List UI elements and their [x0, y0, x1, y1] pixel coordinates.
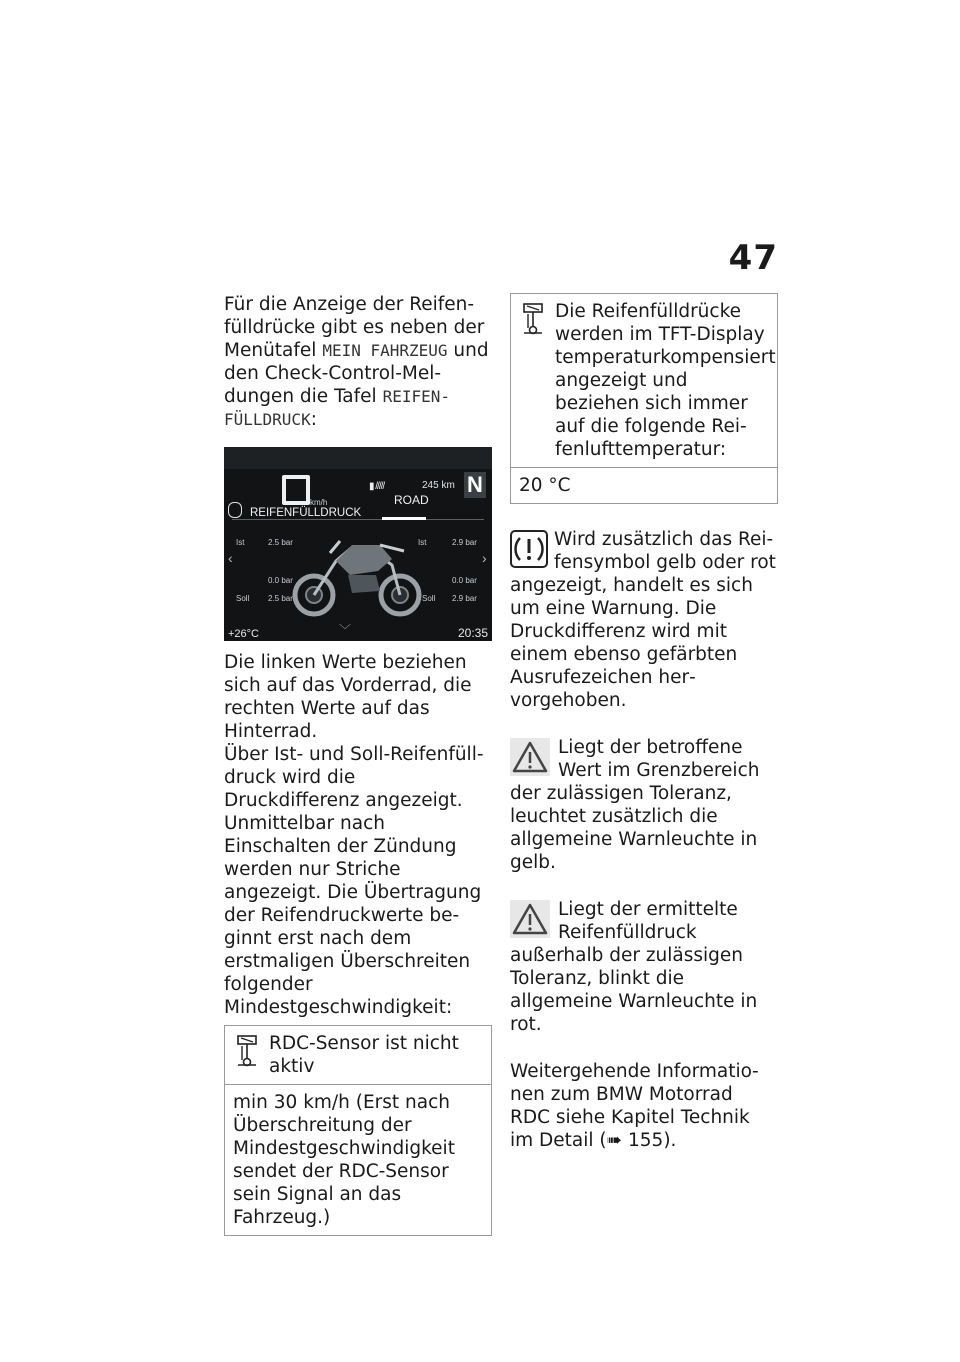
speed-unit: km/h	[310, 498, 328, 507]
riding-mode: ROAD	[394, 493, 429, 507]
rear-soll-value: 2.9 bar	[452, 594, 477, 603]
table-header-row	[511, 294, 777, 467]
intro-text-2: und den Check-Control-Meldungen die Tafel	[224, 340, 489, 407]
warning-limit-text: Liegt der betroffene Wert im Grenzbereich der zulässigen Toleranz, leuchtet zusätzlich die allgemeine Warnleuchte in gelb.	[510, 737, 760, 873]
menu-title: REIFENFÜLLDRUCK	[250, 507, 362, 519]
menu-name-reifenfuelldruck: REIFENFÜLLDRUCK	[224, 387, 450, 429]
rear-ist-label: Ist	[418, 538, 427, 547]
intro-paragraph	[224, 293, 492, 431]
chevron-down-icon: ﹀	[339, 623, 352, 637]
menu-name-mein-fahrzeug: MEIN FAHRZEUG	[322, 341, 448, 360]
warning-triangle-icon	[510, 738, 550, 776]
temperature-compensation-text: Die Reifenfülldrücke werden im TFT-Display temperaturkompensiert angezeigt und beziehen sich immer auf die folgende Reifenlufttemperatur:	[555, 301, 776, 460]
reference-temperature: 20 °C	[511, 467, 777, 503]
gear-indicator: N	[464, 472, 486, 498]
paragraph-startup: Unmittelbar nach Einschalten der Zündung werden nur Striche angezeigt. Die Übertragung der Reifendruckwerte beginnt erst nach dem erstmaligen Überschreiten folgender Mindestgeschwindigkeit:	[224, 813, 482, 1018]
tire-warning-icon	[510, 530, 548, 568]
arrow-right-icon: ›	[482, 550, 487, 566]
rear-ist-value: 2.9 bar	[452, 538, 477, 547]
front-soll-value: 2.5 bar	[268, 594, 293, 603]
motorcycle-icon	[292, 531, 427, 617]
front-difference-value: 0.0 bar	[268, 576, 293, 585]
display-top-bar	[224, 447, 492, 469]
temperature-table	[510, 293, 778, 504]
active-tab-bar	[382, 517, 426, 520]
rdc-sensor-icon	[234, 1034, 260, 1068]
tire-symbol-paragraph	[510, 528, 778, 712]
table-body-row: min 30 km/h (Erst nach Überschreitung der Mindestgeschwindigkeit sendet der RDC-Sensor sein Signal an das Fahrzeug.)	[225, 1084, 491, 1235]
intro-text-3: :	[310, 409, 317, 430]
page-number: 47	[728, 238, 778, 278]
ambient-temperature: +26°C	[228, 628, 260, 640]
rdc-sensor-icon	[520, 302, 546, 336]
rdc-inactive-label: RDC-Sensor ist nicht aktiv	[269, 1033, 459, 1077]
clock: 20:35	[458, 626, 489, 640]
rear-difference-value: 0.0 bar	[452, 576, 477, 585]
table-header-row	[225, 1026, 491, 1084]
paragraph-pressure-difference: Über Ist- und Soll-Reifenfülldruck wird die Druckdifferenz angezeigt.	[224, 744, 484, 811]
fuel-gauge: ▮ /////	[369, 481, 385, 492]
rear-soll-label: Soll	[422, 594, 436, 603]
front-ist-value: 2.5 bar	[268, 538, 293, 547]
front-ist-label: Ist	[236, 538, 245, 547]
tire-pressure-icon	[228, 502, 242, 518]
paragraph-wheels: Die linken Werte beziehen sich auf das Vorderrad, die rechten Werte auf das Hinterrad.	[224, 652, 472, 742]
front-soll-label: Soll	[236, 594, 250, 603]
left-column	[224, 293, 492, 1236]
range-readout: 245 km	[422, 480, 455, 491]
tft-display-image	[224, 447, 492, 641]
intro-text-1: Für die Anzeige der Reifenfülldrücke gibt es neben der Menütafel	[224, 294, 485, 361]
min-speed-table	[224, 1025, 492, 1236]
warning-paragraph-outside	[510, 898, 778, 1036]
further-info-paragraph: Weitergehende Informationen zum BMW Motorrad RDC siehe Kapitel Technik im Detail (➠ 155).	[510, 1061, 759, 1151]
tire-symbol-text: Wird zusätzlich das Reifensymbol gelb oder rot angezeigt, handelt es sich um eine Warnung. Die Druckdifferenz wird mit einem ebenso gefärbten Ausrufezeichen hervorgehoben.	[510, 529, 776, 711]
right-column	[510, 293, 778, 1152]
warning-outside-text: Liegt der ermittelte Reifenfülldruck außerhalb der zulässigen Toleranz, blinkt die allgemeine Warnleuchte in rot.	[510, 899, 758, 1035]
arrow-left-icon: ‹	[228, 550, 233, 566]
warning-paragraph-limit	[510, 736, 778, 874]
warning-triangle-icon	[510, 900, 550, 938]
